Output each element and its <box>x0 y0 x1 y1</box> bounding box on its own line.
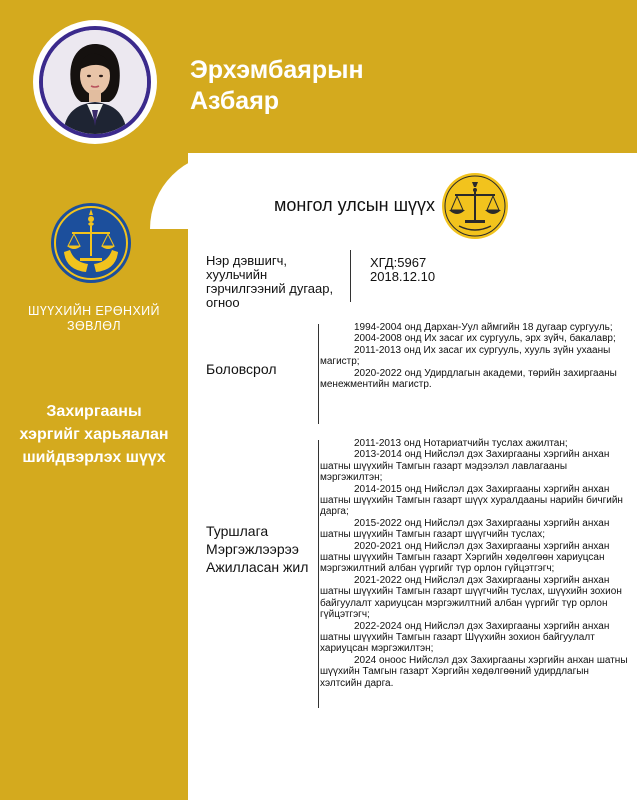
education-entry: 1994-2004 онд Дархан-Уул аймгийн 18 дугаар сургууль; <box>354 322 613 333</box>
council-name-line1: ШҮҮХИЙН ЕРӨНХИЙ <box>28 304 160 318</box>
court-emblem <box>441 172 509 240</box>
experience-divider <box>318 440 319 708</box>
education-entry: 2004-2008 онд Их засаг их сургууль, эрх зүйч, бакалавр; <box>354 333 616 345</box>
certificate-number: ХГД:5967 <box>370 255 427 270</box>
experience-label-line2: Мэргэжлээрээ <box>206 541 299 557</box>
appointment-label <box>206 254 333 310</box>
council-name <box>0 304 188 334</box>
person-portrait-icon <box>43 30 147 134</box>
education-divider <box>318 324 319 424</box>
education-label: Боловсрол <box>206 361 277 377</box>
appointment-values <box>370 256 435 284</box>
person-given-name: Азбаяр <box>190 87 280 115</box>
experience-entry: 2020-2021 онд Нийслэл дэх Захиргааны хэргийн анхан шатны шүүхийн Тамгын газарт Хэргийн хөдөлгөөн хариуцсан мэргэжилтний албан үүргийг түр орлон гүйцэтгэгч; <box>320 540 610 575</box>
experience-label <box>206 522 308 576</box>
experience-entry: 2011-2013 онд Нотариатчийн туслах ажилтан; <box>354 438 568 449</box>
position-line2: хэргийг харьяалан <box>19 426 169 443</box>
experience-entry: 2024 оноос Нийслэл дэх Захиргааны хэргийн анхан шатны шүүхийн Тамгын газарт Хэргийн хөдөлгөөний удирдлагын хэлтсийн дарга. <box>320 654 628 689</box>
position-line3: шийдвэрлэх шүүх <box>22 449 166 466</box>
position-line1: Захиргааны <box>46 403 142 420</box>
appointment-label-line3: гэрчилгээний дугаар, <box>206 281 334 296</box>
council-emblem-icon <box>50 200 132 286</box>
experience-entry: 2014-2015 онд Нийслэл дэх Захиргааны хэргийн анхан шатны шүүхийн Тамгын газарт шүүх хуралдааны нарийн бичгийн дарга; <box>320 483 623 518</box>
appointment-label-line1: Нэр дэвшигч, <box>206 253 287 268</box>
education-entry: 2020-2022 онд Удирдлагын академи, төрийн захиргааны менежментийн магистр. <box>320 367 617 391</box>
court-title: монгол улсын шүүх <box>274 195 436 215</box>
experience-list <box>320 438 632 689</box>
position-title <box>0 400 188 469</box>
appointment-label-line4: огноо <box>206 295 240 310</box>
person-surname: Эрхэмбаярын <box>190 56 364 84</box>
portrait-photo <box>39 26 151 138</box>
appointment-divider <box>350 250 351 302</box>
council-emblem <box>50 200 132 286</box>
experience-entry: 2021-2022 онд Нийслэл дэх Захиргааны хэргийн анхан шатны шүүхийн Тамгын газарт шүүгчийн туслах, шүүхийн зохион байгуулалт хариуцсан мэргэжилтний албан үүргийг түр орлон гүйцэтгэгч; <box>320 574 622 621</box>
experience-entry: 2013-2014 онд Нийслэл дэх Захиргааны хэргийн анхан шатны шүүхийн Тамгын газарт мэдээлэл лавлагааны мэргэжилтэн; <box>320 449 610 484</box>
education-list <box>320 322 620 390</box>
appointment-label-line2: хуульчийн <box>206 267 268 282</box>
experience-label-line1: Туршлага <box>206 523 269 539</box>
person-name <box>190 55 364 117</box>
experience-label-line3: Ажилласан жил <box>206 559 309 575</box>
education-entry: 2011-2013 онд Их засаг их сургууль, хууль зүйн ухааны магистр; <box>320 344 611 368</box>
certificate-date: 2018.12.10 <box>370 269 436 284</box>
scales-of-justice-icon <box>441 172 509 240</box>
experience-entry: 2015-2022 онд Нийслэл дэх Захиргааны хэргийн анхан шатны шүүхийн Тамгын газарт шүүгчийн туслах; <box>320 517 610 541</box>
experience-entry: 2022-2024 онд Нийслэл дэх Захиргааны хэргийн анхан шатны шүүхийн Тамгын газарт Шүүхийн зохион байгуулалт хариуцсан мэргэжилтэн; <box>320 620 610 655</box>
council-name-line2: ЗӨВЛӨЛ <box>67 319 121 333</box>
